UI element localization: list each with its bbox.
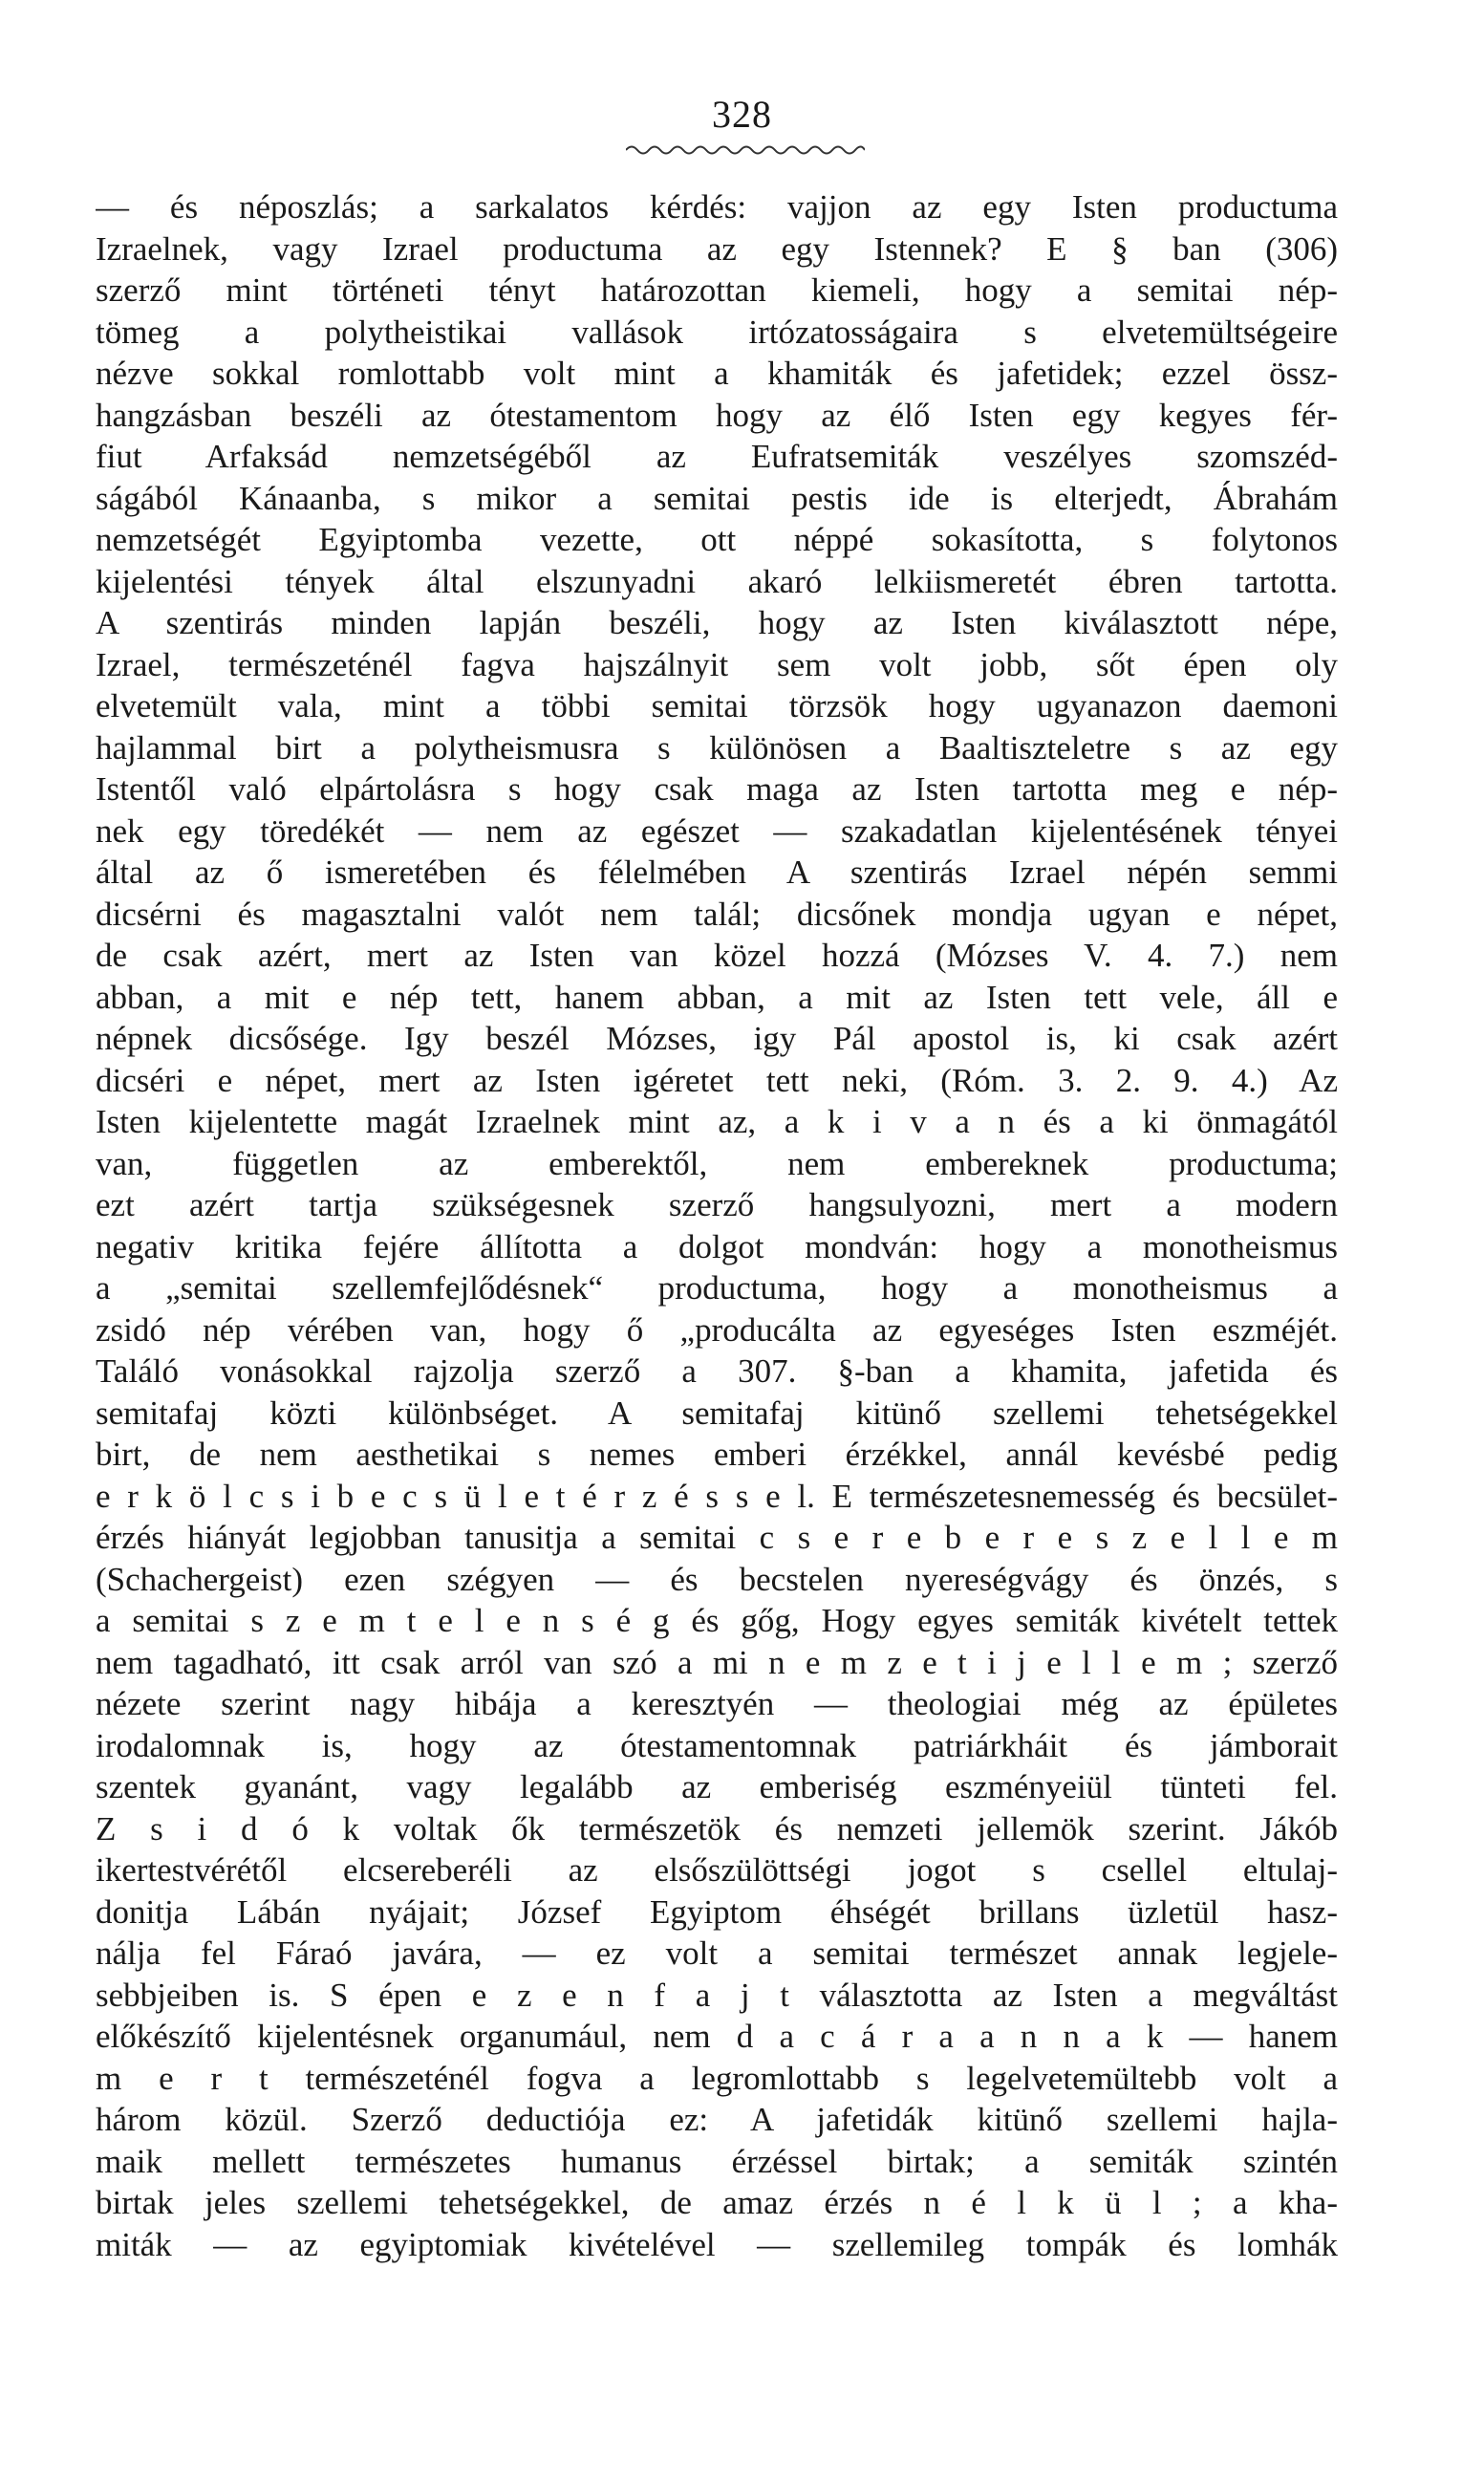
text-line: nálja fel Fáraó javára, — ez volt a semitai természet annak legjele- <box>96 1934 1338 1972</box>
page-number: 328 <box>712 93 772 136</box>
text-line: a „semitai szellemfejlődésnek“ productuma, hogy a monotheismus a <box>96 1269 1338 1307</box>
text-line: abban, a mit e nép tett, hanem abban, a mit az Isten tett vele, áll e <box>96 978 1338 1016</box>
text-line: a semitai s z e m t e l e n s é g és gőg, Hogy egyes semiták kivételt tettek <box>96 1602 1338 1639</box>
text-line: ezt azért tartja szükségesnek szerző hangsulyozni, mert a modern <box>96 1186 1338 1223</box>
text-line: Találó vonásokkal rajzolja szerző a 307. §-ban a khamita, jafetida és <box>96 1352 1338 1390</box>
text-line: ságából Kánaanba, s mikor a semitai pestis ide is elterjedt, Ábrahám <box>96 479 1338 517</box>
text-line: elvetemült vala, mint a többi semitai törzsök hogy ugyanazon daemoni <box>96 687 1338 724</box>
text-line: népnek dicsősége. Igy beszél Mózses, igy Pál apostol is, ki csak azért <box>96 1020 1338 1057</box>
text-line: de csak azért, mert az Isten van közel hozzá (Mózses V. 4. 7.) nem <box>96 937 1338 974</box>
text-line: irodalomnak is, hogy az ótestamentomnak patriárkháit és jámborait <box>96 1726 1338 1764</box>
text-line: negativ kritika fejére állította a dolgot mondván: hogy a monotheismus <box>96 1227 1338 1265</box>
text-line: három közül. Szerző deductiója ez: A jafetidák kitünő szellemi hajla- <box>96 2101 1338 2138</box>
text-line: van, független az emberektől, nem embereknek productuma; <box>96 1144 1338 1182</box>
text-line: (Schachergeist) ezen szégyen — és becstelen nyereségvágy és önzés, s <box>96 1560 1338 1598</box>
text-line: hajlammal birt a polytheismusra s különösen a Baaltiszteletre s az egy <box>96 728 1338 767</box>
text-line: dicsérni és magasztalni valót nem talál; dicsőnek mondja ugyan e népet, <box>96 895 1338 933</box>
text-line: dicséri e népet, mert az Isten igéretet tett neki, (Róm. 3. 2. 9. 4.) Az <box>96 1061 1338 1099</box>
text-line: Istentől való elpártolásra s hogy csak maga az Isten tartotta meg e nép- <box>96 770 1338 808</box>
text-line: e r k ö l c s i b e c s ü l e t é r z é s s e l. E természetesnemesség és becsület- <box>96 1477 1338 1515</box>
text-line: nem tagadható, itt csak arról van szó a mi n e m z e t i j e l l e m ; szerző <box>96 1643 1338 1681</box>
text-line: birtak jeles szellemi tehetségekkel, de amaz érzés n é l k ü l ; a kha- <box>96 2184 1338 2221</box>
text-line: — és néposzlás; a sarkalatos kérdés: vajjon az egy Isten productuma <box>96 188 1338 226</box>
text-line: érzés hiányát legjobban tanusitja a semitai c s e r e b e r e s z e l l e m <box>96 1519 1338 1556</box>
text-line: donitja Lábán nyájait; József Egyiptom éhségét brillans üzletül hasz- <box>96 1892 1338 1931</box>
text-line: A szentirás minden lapján beszéli, hogy az Isten kiválasztott népe, <box>96 604 1338 641</box>
text-line: zsidó nép vérében van, hogy ő „producálta az egyeséges Isten eszméjét. <box>96 1310 1338 1349</box>
text-line: ikertestvérétől elcsereberéli az elsőszülöttségi jogot s csellel eltulaj- <box>96 1851 1338 1889</box>
text-line: sebbjeiben is. S épen e z e n f a j t választotta az Isten a megváltást <box>96 1976 1338 2014</box>
text-line: m e r t természeténél fogva a legromlottabb s legelvetemültebb volt a <box>96 2059 1338 2097</box>
text-line: szerző mint történeti tényt határozottan kiemeli, hogy a semitai nép- <box>96 271 1338 309</box>
text-line: miták — az egyiptomiak kivételével — szellemileg tompák és lomhák <box>96 2225 1338 2263</box>
text-line: előkészítő kijelentésnek organumául, nem d a c á r a a n n a k — hanem <box>96 2018 1338 2055</box>
wavy-rule-ornament <box>626 143 865 157</box>
text-line: nemzetségét Egyiptomba vezette, ott néppé sokasította, s folytonos <box>96 521 1338 558</box>
text-line: által az ő ismeretében és félelmében A szentirás Izrael népén semmi <box>96 854 1338 891</box>
text-line: semitafaj közti különbséget. A semitafaj kitünő szellemi tehetségekkel <box>96 1394 1338 1432</box>
body-text <box>96 186 1338 2265</box>
text-line: kijelentési tények által elszunyadni akaró lelkiismeretét ébren tartotta. <box>96 562 1338 600</box>
text-line: birt, de nem aesthetikai s nemes emberi érzékkel, annál kevésbé pedig <box>96 1436 1338 1473</box>
text-line: Izrael, természeténél fagva hajszálnyit sem volt jobb, sőt épen oly <box>96 645 1338 683</box>
text-line: maik mellett természetes humanus érzéssel birtak; a semiták szintén <box>96 2142 1338 2180</box>
text-line: hangzásban beszéli az ótestamentom hogy az élő Isten egy kegyes fér- <box>96 396 1338 434</box>
text-line: tömeg a polytheistikai vallások irtózatosságaira s elvetemültségeire <box>96 313 1338 351</box>
text-line: nek egy töredékét — nem az egészet — szakadatlan kijelentésének tényei <box>96 811 1338 850</box>
text-line: szentek gyanánt, vagy legalább az emberiség eszményeiül tünteti fel. <box>96 1768 1338 1805</box>
text-line: fiut Arfaksád nemzetségéből az Eufratsemiták veszélyes szomszéd- <box>96 438 1338 475</box>
text-line: nézve sokkal romlottabb volt mint a khamiták és jafetidek; ezzel össz- <box>96 355 1338 392</box>
text-line: nézete szerint nagy hibája a keresztyén — theologiai még az épületes <box>96 1685 1338 1722</box>
text-line: Isten kijelentette magát Izraelnek mint az, a k i v a n és a ki önmagától <box>96 1103 1338 1140</box>
text-line: Izraelnek, vagy Izrael productuma az egy Istennek? E § ban (306) <box>96 229 1338 268</box>
text-line: Z s i d ó k voltak ők természetök és nemzeti jellemök szerint. Jákób <box>96 1809 1338 1848</box>
